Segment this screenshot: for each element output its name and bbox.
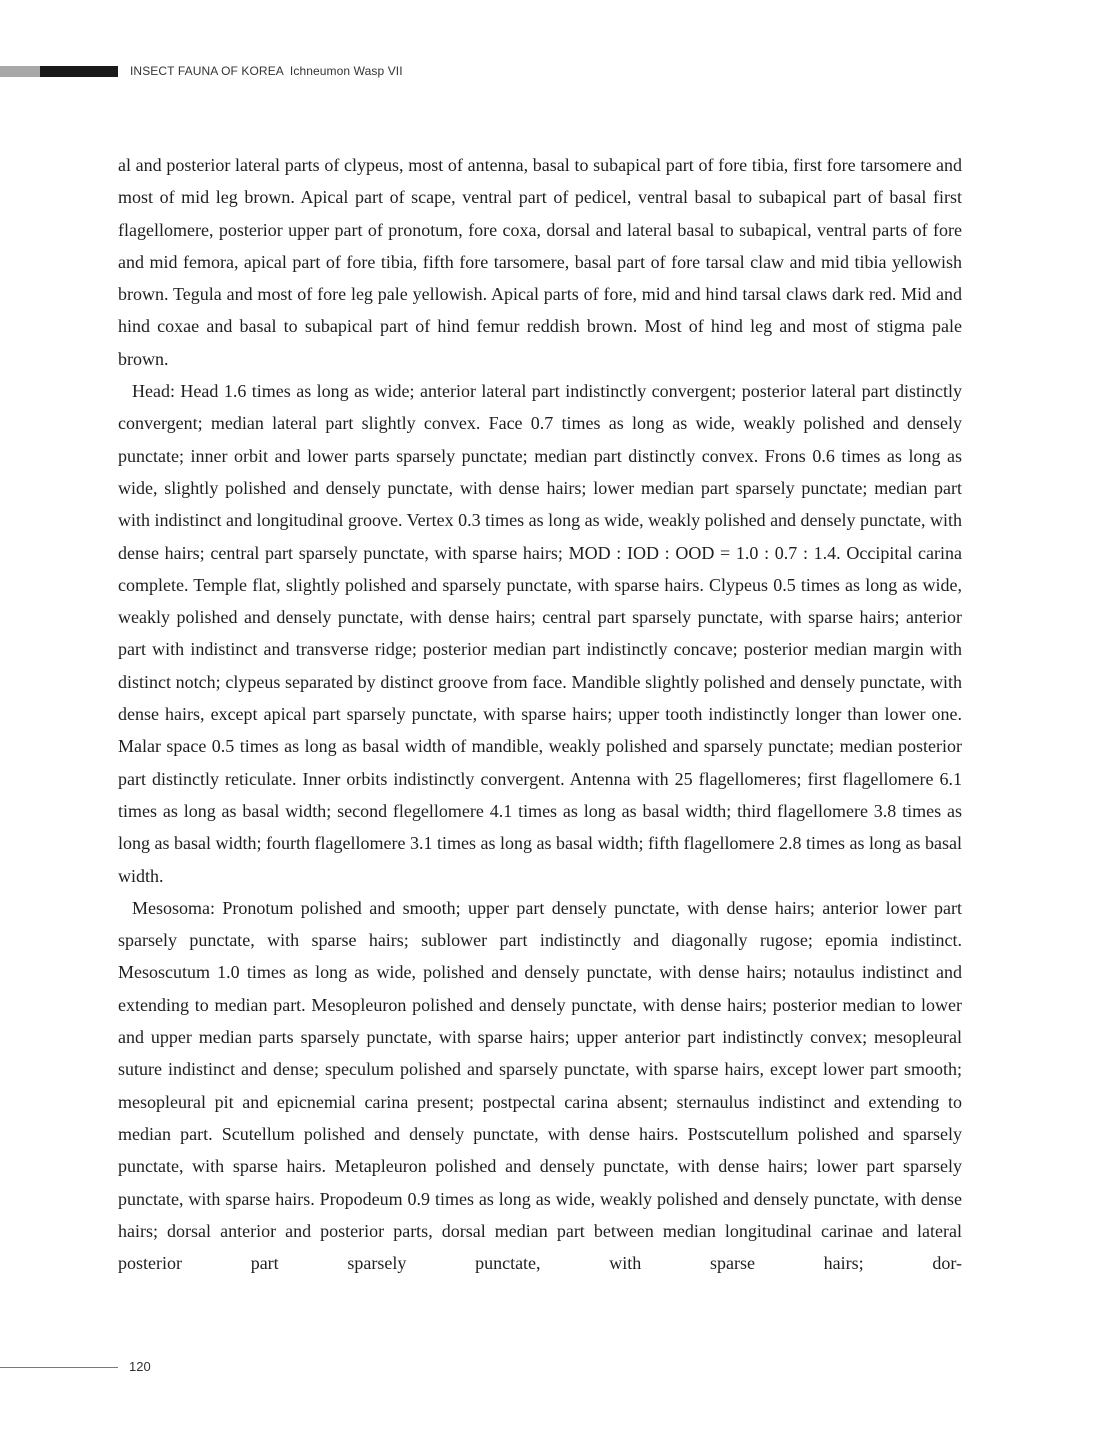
paragraph-coloration: al and posterior lateral parts of clypeus, most of antenna, basal to subapical part of fore tibia, first fore tarsomere and most of mid leg brown. Apical part of scape, ventral part of pedicel, ventral basal to subapical part of basal first flagellomere, posterior upper part of pronotum, fore coxa, dorsal and lateral basal to subapical, ventral parts of fore and mid femora, apical part of fore tibia, fifth fore tarsomere, basal part of fore tarsal claw and mid tibia yellowish brown. Tegula and most of fore leg pale yellowish. Apical parts of fore, mid and hind tarsal claws dark red. Mid and hind coxae and basal to subapical part of hind femur reddish brown. Most of hind leg and most of stigma pale brown. bbox=[118, 155, 962, 369]
header-bar-gray bbox=[0, 66, 40, 77]
footer-rule bbox=[0, 1367, 118, 1368]
volume-subtitle: Ichneumon Wasp VII bbox=[289, 64, 403, 78]
body-text bbox=[118, 149, 962, 1279]
page-number: 120 bbox=[129, 1359, 151, 1374]
running-header bbox=[0, 66, 600, 78]
paragraph-mesosoma: Mesosoma: Pronotum polished and smooth; upper part densely punctate, with dense hairs; anterior lower part sparsely punctate, with sparse hairs; sublower part indistinctly and diagonally rugose; epomia indistinct. Mesoscutum 1.0 times as long as wide, polished and densely punctate, with dense hairs; notaulus indistinct and extending to median part. Mesopleuron polished and densely punctate, with dense hairs; posterior median to lower and upper median parts sparsely punctate, with sparse hairs; upper anterior part indistinctly convex; mesopleural suture indistinct and dense; speculum polished and sparsely punctate, with sparse hairs, except lower part smooth; mesopleural pit and epicnemial carina present; postpectal carina absent; sternaulus indistinct and extending to median part. Scutellum polished and densely punctate, with dense hairs. Postscutellum polished and sparsely punctate, with sparse hairs. Metapleuron polished and densely punctate, with dense hairs; lower part sparsely punctate, with sparse hairs. Propodeum 0.9 times as long as wide, weakly polished and densely punctate, with dense hairs; dorsal anterior and posterior parts, dorsal median part between median longitudinal carinae and lateral posterior part sparsely punctate, with sparse hairs; dor- bbox=[118, 897, 962, 1274]
header-text bbox=[130, 64, 403, 78]
header-bar-black bbox=[40, 66, 118, 77]
paragraph-head: Head: Head 1.6 times as long as wide; anterior lateral part indistinctly convergent; posterior lateral part distinctly convergent; median lateral part slightly convex. Face 0.7 times as long as wide, weakly polished and densely punctate; inner orbit and lower parts sparsely punctate; median part distinctly convex. Frons 0.6 times as long as wide, slightly polished and densely punctate, with dense hairs; lower median part sparsely punctate; median part with indistinct and longitudinal groove. Vertex 0.3 times as long as wide, weakly polished and densely punctate, with dense hairs; central part sparsely punctate, with sparse hairs; MOD : IOD : OOD = 1.0 : 0.7 : 1.4. Occipital carina complete. Temple flat, slightly polished and sparsely punctate, with sparse hairs. Clypeus 0.5 times as long as wide, weakly polished and densely punctate, with dense hairs; central part sparsely punctate, with sparse hairs; anterior part with indistinct and transverse ridge; posterior median part indistinctly concave; posterior median margin with distinct notch; clypeus separated by distinct groove from face. Mandible slightly polished and densely punctate, with dense hairs, except apical part sparsely punctate, with sparse hairs; upper tooth indistinctly longer than lower one. Malar space 0.5 times as long as basal width of mandible, weakly polished and sparsely punctate; median posterior part distinctly reticulate. Inner orbits indistinctly convergent. Antenna with 25 flagellomeres; first flagellomere 6.1 times as long as basal width; second flegellomere 4.1 times as long as basal width; third flagellomere 3.8 times as long as basal width; fourth flagellomere 3.1 times as long as basal width; fifth flagellomere 2.8 times as long as basal width. bbox=[118, 381, 963, 886]
series-title: INSECT FAUNA OF KOREA bbox=[130, 64, 284, 78]
